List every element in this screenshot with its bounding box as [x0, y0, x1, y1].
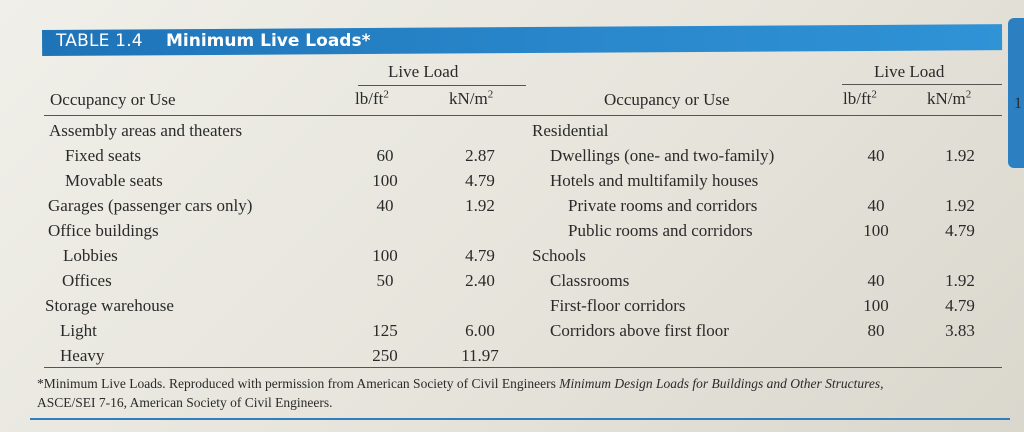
left-row-lb: 250 [372, 346, 398, 365]
left-row-kn: 2.87 [465, 146, 495, 165]
right-row-lb: 40 [867, 196, 885, 215]
right-kn-unit-heading: $kN/m^2$ [927, 88, 972, 108]
footnote-source-title: Minimum Design Loads for Buildings and Other Structures, [559, 376, 884, 391]
left-row-use: Storage warehouse [45, 296, 174, 315]
right-row-use: Residential [532, 121, 609, 140]
left-row-kn: 4.79 [465, 171, 495, 190]
right-row-use: First-floor corridors [550, 296, 686, 315]
right-row-lb: 80 [867, 321, 885, 340]
footnote-bottom-rule [30, 418, 1010, 420]
table-title: Minimum Live Loads* [166, 31, 371, 51]
left-row-lb: 100 [372, 171, 398, 190]
table-label: TABLE 1.4 [56, 31, 143, 51]
right-row-use: Classrooms [550, 271, 630, 290]
left-row-lb: 50 [376, 271, 394, 290]
left-row-use: Light [60, 321, 97, 340]
left-row-use: Heavy [60, 346, 105, 365]
right-row-kn: 4.79 [945, 296, 975, 315]
right-row-kn: 1.92 [945, 146, 975, 165]
right-live-load-rule [842, 84, 1002, 85]
right-occupancy-heading: Occupancy or Use [604, 90, 730, 109]
left-row-kn: 6.00 [465, 321, 495, 340]
left-occupancy-heading: Occupancy or Use [50, 90, 176, 109]
left-live-load-rule [358, 85, 526, 86]
left-kn-unit-heading: $kN/m^2$ [449, 88, 494, 108]
left-row-lb: 60 [376, 146, 394, 165]
right-row-lb: 100 [863, 296, 889, 315]
right-row-kn: 1.92 [945, 196, 975, 215]
right-row-use: Schools [532, 246, 586, 265]
left-row-lb: 40 [376, 196, 394, 215]
right-row-lb: 100 [863, 221, 889, 240]
right-lb-unit-heading: $lb/ft^2$ [843, 88, 877, 108]
left-live-load-heading: Live Load [388, 62, 459, 81]
left-row-lb: 100 [372, 246, 398, 265]
left-row-lb: 125 [372, 321, 398, 340]
right-row-use: Corridors above first floor [550, 321, 729, 340]
right-row-lb: 40 [867, 146, 885, 165]
right-live-load-heading: Live Load [874, 62, 945, 81]
footnote-line-2: ASCE/SEI 7-16, American Society of Civil Engineers. [37, 395, 333, 410]
left-row-use: Fixed seats [65, 146, 142, 165]
right-row-use: Private rooms and corridors [568, 196, 758, 215]
left-row-kn: 2.40 [465, 271, 495, 290]
header-bottom-rule [44, 115, 1002, 116]
page-edge-tab [1008, 18, 1024, 168]
left-row-use: Offices [62, 271, 112, 290]
left-row-kn: 4.79 [465, 246, 495, 265]
left-row-use: Movable seats [65, 171, 163, 190]
left-row-use: Lobbies [63, 246, 118, 265]
left-row-use: Garages (passenger cars only) [48, 196, 253, 215]
right-row-lb: 40 [867, 271, 885, 290]
right-row-kn: 4.79 [945, 221, 975, 240]
left-row-kn: 11.97 [461, 346, 499, 365]
table-bottom-rule [44, 367, 1002, 368]
right-row-use: Hotels and multifamily houses [550, 171, 759, 190]
page-edge-mark: 1 [1014, 95, 1022, 112]
left-row-kn: 1.92 [465, 196, 495, 215]
left-row-use: Office buildings [48, 221, 159, 240]
right-row-kn: 3.83 [945, 321, 975, 340]
left-row-use: Assembly areas and theaters [49, 121, 243, 140]
left-lb-unit-heading: $lb/ft^2$ [355, 88, 389, 108]
right-row-use: Dwellings (one- and two-family) [550, 146, 775, 165]
right-row-kn: 1.92 [945, 271, 975, 290]
right-row-use: Public rooms and corridors [568, 221, 753, 240]
footnote-line-1: *Minimum Live Loads. Reproduced with permission from American Society of Civil Engineers Minimum Design Loads for Buildings and Other Structures, [37, 376, 884, 391]
